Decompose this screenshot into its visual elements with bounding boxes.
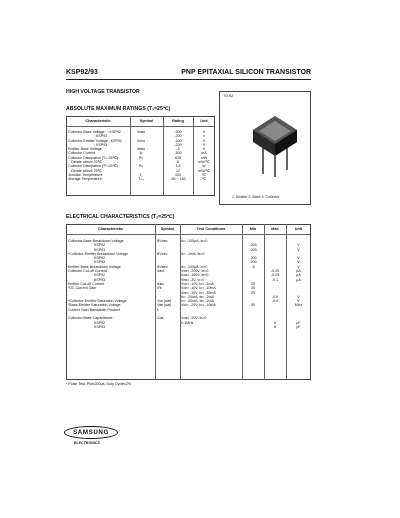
table-cell: V <box>297 264 300 269</box>
table-cell: 50 <box>251 303 255 308</box>
table-cell: Collector Dissipation (Tᶜ=25℃) <box>68 164 118 169</box>
elec-min-values <box>242 239 264 329</box>
table-cell: -0.1 <box>271 277 279 282</box>
table-cell: Vᴄʙ= -20V, Iᴇ=0 <box>181 316 207 321</box>
table-cell: 150 <box>175 172 181 177</box>
table-cell: pF <box>296 324 301 329</box>
table-cell: -200 <box>249 247 257 252</box>
table-cell: *DC Current Gain <box>68 286 97 291</box>
col-characteristic: Characteristic <box>85 119 111 123</box>
table-cell: V <box>202 142 206 147</box>
table-cell: Iᴄ <box>139 151 143 156</box>
table-cell: KSP92 <box>68 256 106 261</box>
table-cell: Iᴇʙᴏ <box>157 281 164 286</box>
elec-units <box>286 239 311 329</box>
abs-max-ratings <box>163 130 193 182</box>
table-cell: KSP92 <box>68 320 106 325</box>
table-cell: -300 <box>174 130 182 134</box>
table-cell: mW/℃ <box>198 160 210 165</box>
package-pin-legend: 1. Emitter 2. Base 3. Collector <box>232 195 280 199</box>
elec-characteristics <box>68 239 128 329</box>
table-cell: Collector Cut-off Current <box>68 269 107 274</box>
table-cell: Collector-Base Capacitance <box>68 316 113 321</box>
table-cell: BVᴄᴇᴏ <box>157 251 168 256</box>
table-cell: Iᴄ= -20mA, Iʙ= -2mA <box>181 299 215 304</box>
table-cell: Tⱼ <box>139 172 143 177</box>
table-cell: Iᴄʙᴏ <box>157 269 164 274</box>
abs-max-characteristics <box>68 130 122 182</box>
table-cell: V <box>202 130 206 134</box>
table-cell: pF <box>296 320 301 325</box>
table-cell: V <box>297 256 300 261</box>
table-cell: 6 <box>274 320 276 325</box>
table-cell: V <box>202 134 206 139</box>
table-cell: Junction Temperature <box>68 172 103 177</box>
table-cell: *Collector-Emitter Breakdown Voltage <box>68 251 129 256</box>
table-cell: Collector Current <box>68 151 96 156</box>
footnote: * Pulse Test: PW≤300μs, Duty Cycle≤2% <box>66 382 132 386</box>
table-cell: 1.5 <box>175 164 181 169</box>
table-cell <box>181 325 216 329</box>
table-cell: V <box>202 138 206 143</box>
part-number: KSP92/93 <box>66 69 98 76</box>
table-cell: Derate above 25℃ <box>68 168 102 173</box>
table-cell: Vᴄᴇᴏ <box>137 138 145 143</box>
table-cell: fₜ <box>157 307 160 312</box>
table-cell: -300 <box>249 256 257 261</box>
table-cell: Vᴄᴇ (sat) <box>157 299 172 304</box>
table-cell: 5 <box>177 160 179 165</box>
table-cell: hᶠᴇ <box>157 286 162 291</box>
table-cell: -500 <box>174 151 182 156</box>
table-cell: Iᴄ= -1mA, Iʙ=0 <box>181 251 205 256</box>
table-cell: Vᴄʙ= -160V, Iᴇ=0 <box>181 273 209 278</box>
table-cell: -200 <box>249 260 257 265</box>
table-cell: f=1MHz <box>181 320 194 325</box>
table-cell: W <box>202 164 206 169</box>
table-cell: MHz <box>294 303 303 308</box>
table-cell: *Base-Emitter Saturation Voltage <box>68 303 121 308</box>
table-cell: KSP92 <box>68 243 106 248</box>
table-cell: Emitter-Base Breakdown Voltage <box>68 264 121 269</box>
elec-col-min: Min <box>249 227 257 231</box>
elec-max-values <box>264 239 286 329</box>
table-cell: Emitter Cut-off Current <box>68 281 105 286</box>
table-cell <box>242 325 264 329</box>
table-cell: KSP92 <box>68 273 106 278</box>
table-cell: -5 <box>251 264 255 269</box>
table-cell: KSP93 <box>68 260 106 265</box>
table-cell: -300 <box>174 138 182 143</box>
subtitle: HIGH VOLTAGE TRANSISTOR <box>66 89 140 95</box>
table-cell: 8 <box>274 324 276 329</box>
page-title: PNP EPITAXIAL SILICON TRANSISTOR <box>181 69 311 76</box>
table-cell: 625 <box>175 155 181 160</box>
table-cell: Emitter-Base Voltage <box>68 147 102 152</box>
col-symbol: Symbol <box>139 119 154 123</box>
table-cell: : KSP93 <box>68 142 108 147</box>
table-cell: *Collector-Emitter Saturation Voltage <box>68 299 127 304</box>
table-cell: μA <box>296 273 301 278</box>
table-cell: -5 <box>176 147 180 152</box>
col-rating: Rating <box>172 119 184 123</box>
elec-col-symbol: Symbol <box>160 227 175 231</box>
abs-max-symbols <box>131 130 151 182</box>
table-cell: V <box>297 247 300 252</box>
to92-package-drawing <box>245 108 307 178</box>
table-cell: mW <box>200 155 208 160</box>
table-cell: Vᴇʙ= -3V, Iᴄ=0 <box>181 277 205 282</box>
table-cell: Vʙᴇ (sat) <box>157 303 172 308</box>
table-cell: Collector-Emitter Voltage : KSP92 <box>68 138 122 143</box>
table-cell: V <box>297 243 300 248</box>
header-rule <box>66 79 311 80</box>
elec-col-test-conditions: Test Conditions <box>196 227 226 231</box>
table-cell: KSP93 <box>68 277 106 282</box>
package-name: TO-92 <box>223 94 234 98</box>
table-cell: Iᴄ= -20mA, Iʙ= -2mA <box>181 294 215 299</box>
elec-col-unit: Unit <box>294 227 303 231</box>
table-cell: μA <box>296 277 301 282</box>
table-cell: Pᴄ <box>138 155 144 160</box>
table-cell: 25 <box>251 281 255 286</box>
elec-heading: ELECTRICAL CHARACTERISTICS (Tₐ=25℃) <box>66 214 175 220</box>
elec-symbols <box>157 239 171 329</box>
table-cell: -55 ~ 150 <box>170 177 186 182</box>
table-cell: : KSP93 <box>68 134 108 139</box>
table-cell: Vᴄᴇ= -20V, Iᴄ= -10mA <box>181 303 216 308</box>
logo-subtitle: ELECTRONICS <box>74 441 100 445</box>
table-cell: ℃ <box>201 172 207 177</box>
table-cell: Derate above 25℃ <box>68 160 102 165</box>
elec-col-max: Max <box>271 227 279 231</box>
table-cell: V <box>297 299 300 304</box>
table-cell: Vᴄᴇ= -10V, Iᴄ= -30mA <box>181 290 216 295</box>
abs-max-units <box>193 130 215 182</box>
table-cell: μA <box>296 269 301 274</box>
table-cell: -200 <box>174 142 182 147</box>
table-cell: Vᴄᴇ= -10V, Iᴄ= -10mA <box>181 286 216 291</box>
table-cell: -200 <box>174 134 182 139</box>
table-cell: -0.25 <box>270 273 280 278</box>
table-cell <box>157 325 171 329</box>
table-cell: Cᴄʙ <box>157 316 164 321</box>
table-cell: V <box>202 147 206 152</box>
table-cell: 12 <box>176 168 180 173</box>
table-cell: V <box>297 260 300 265</box>
table-cell: Storage Temperature <box>68 177 102 182</box>
table-cell: Current Gain Bandwidth Product <box>68 307 120 312</box>
table-cell: Pᴄ <box>138 164 144 169</box>
elec-conditions <box>181 239 216 329</box>
abs-max-heading: ABSOLUTE MAXIMUM RATINGS (Tₐ=25℃) <box>66 106 171 112</box>
table-cell: BVᴄʙᴏ <box>157 239 168 243</box>
table-cell: 40 <box>251 286 255 291</box>
table-cell: mW/℃ <box>198 168 210 173</box>
table-cell: ℃ <box>201 177 207 182</box>
table-cell: Collector Dissipation (Tₐ=25℃) <box>68 155 118 160</box>
table-cell: BVᴇʙᴏ <box>157 264 168 269</box>
table-cell: Iᴄ= -100μA, Iᴇ=0 <box>181 239 208 243</box>
table-cell: -300 <box>249 243 257 248</box>
table-cell: KSP93 <box>68 247 106 252</box>
table-cell: mA <box>201 151 207 156</box>
table-cell: V <box>297 294 300 299</box>
table-cell: Vᴄᴇ= -10V, Iᴄ= -1mA <box>181 281 214 286</box>
elec-col-characteristic: Characteristic <box>97 227 124 231</box>
table-cell: Tₛₜᵧ <box>138 177 144 182</box>
logo-brand: SAMSUNG <box>73 429 109 436</box>
table-cell: -0.25 <box>270 269 280 274</box>
table-cell: -0.9 <box>271 299 279 304</box>
table-cell: Vᴄʙᴏ <box>136 130 146 134</box>
table-cell: Vᴇʙᴏ <box>136 147 146 152</box>
table-cell: KSP93 <box>68 324 106 329</box>
table-cell: Vᴄʙ= -200V, Iᴇ=0 <box>181 269 209 274</box>
table-cell: Collector-Base Breakdown Voltage <box>68 239 124 243</box>
samsung-logo <box>64 426 118 439</box>
col-unit: Unit <box>200 119 208 123</box>
table-cell: Collector-Base Voltage : KSP92 <box>68 130 121 134</box>
table-cell: 25 <box>251 290 255 295</box>
table-cell: -0.5 <box>271 294 279 299</box>
table-cell: Iᴇ= -100μA, Iᴄ=0 <box>181 264 208 269</box>
